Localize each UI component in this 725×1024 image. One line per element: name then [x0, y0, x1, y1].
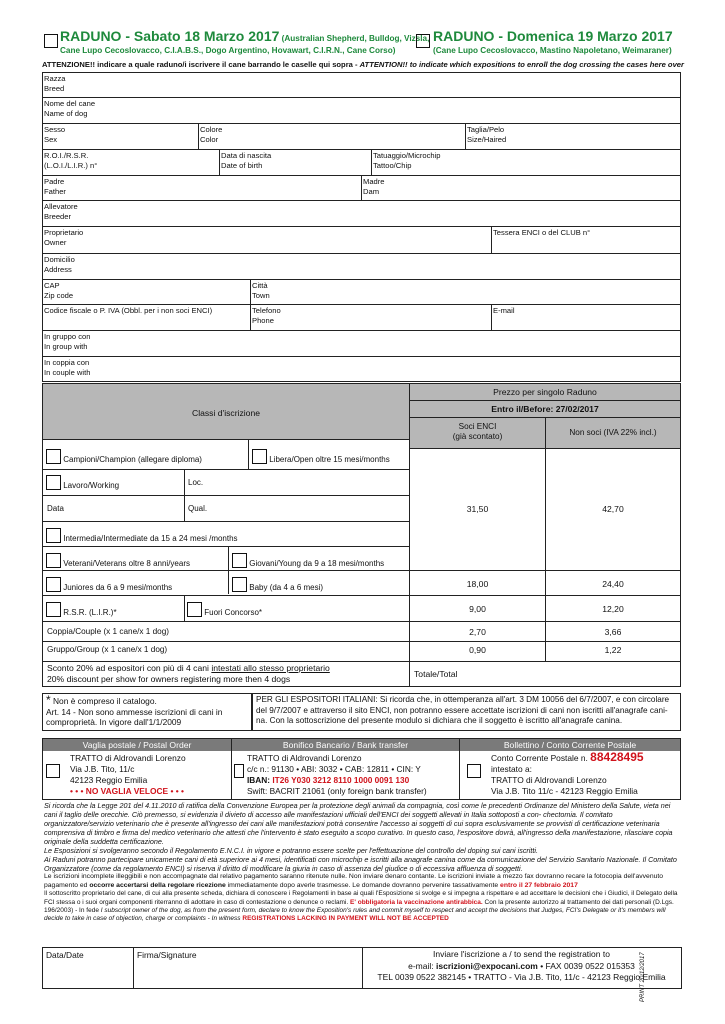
junior-class[interactable]: [46, 577, 172, 592]
tattoo-label-en: Tattoo/Chip: [373, 160, 412, 170]
zip-label-en: Zip code: [44, 290, 74, 300]
baby-checkbox[interactable]: [232, 577, 247, 592]
working-location[interactable]: Loc.: [188, 478, 204, 487]
junior-label: Juniores da 6 a 9 mesi/months: [63, 583, 173, 592]
birth-label-en: Date of birth: [221, 160, 263, 170]
sex-label-en: Sex: [44, 134, 58, 144]
dog-name-field[interactable]: [42, 98, 681, 122]
working-checkbox[interactable]: [46, 475, 61, 490]
email-label: E-mail: [493, 306, 515, 315]
postal-line-2: Via J.B. Tito, 11/c: [70, 764, 135, 774]
owner-field[interactable]: [42, 227, 491, 252]
legal-text: [44, 801, 681, 924]
saturday-title: [60, 28, 429, 44]
out-of-competition-label: Fuori Concorso*: [204, 608, 263, 617]
zip-label-it: CAP: [44, 281, 60, 290]
baby-label: Baby (da 4 a 6 mesi): [249, 583, 324, 592]
dam-label-en: Dam: [363, 186, 380, 196]
working-qualification[interactable]: Qual.: [188, 504, 208, 513]
owner-label-it: Proprietario: [44, 228, 84, 237]
town-label-it: Città: [252, 281, 268, 290]
champion-class[interactable]: [46, 449, 202, 464]
non-members-header-text: Non soci (IVA 22% incl.): [569, 428, 657, 437]
town-field[interactable]: [250, 280, 681, 304]
intermediate-class[interactable]: [46, 528, 238, 543]
veterans-class[interactable]: [46, 553, 190, 568]
sex-label-it: Sesso: [44, 125, 66, 134]
legal-p5-e: REGISTRATIONS LACKING IN PAYMENT WILL NOT BE ACCEPTED: [242, 915, 449, 923]
breeder-field[interactable]: [42, 201, 681, 225]
legal-p5: [44, 890, 681, 924]
couple-label-en: In couple with: [44, 367, 91, 377]
roi-label: R.O.I./R.S.R.: [44, 151, 89, 160]
email-field[interactable]: [491, 305, 681, 329]
art14-b: comproprietà. In vigore dall'1/1/2009: [46, 717, 182, 727]
price-rsr-non-members: 12,20: [602, 604, 624, 614]
postal-account-details: [491, 752, 644, 797]
italian-notice: PER GLI ESPOSITORI ITALIANI: Si ricorda che, in ottemperanza all'art. 3 DM 10056 del 6/7/2007, e con circolare del 9/7/2007 e attraverso il sito ENCI, non potranno essere accettate iscrizioni di cani non iscritti all'anagrafe cani- na. Con la sottoscrizione del presente modulo si dichiara che il soggetto è iscritto all'anagrafe canina.: [256, 695, 670, 725]
attention-it: ATTENZIONE!! indicare a quale raduno/i iscrivere il cane barrando le caselle qui sopra -: [42, 60, 358, 69]
color-label-it: Colore: [200, 125, 223, 134]
father-label-it: Padre: [44, 177, 65, 186]
bank-iban-label: IBAN:: [247, 775, 271, 785]
sunday-checkbox[interactable]: [416, 34, 430, 48]
legal-p4-c: immediatamente dopo averle trasmesse. Le domande dovranno pervenire tassativamente: [227, 881, 499, 889]
legal-p5-d: I subscript owner of the dog, as from the present form, declare to know the Exposition's rules and commit myself to respect and accept the decisions that Judges, FCI's Delegate or it's members will decide to take in case of objection, charge or complaints - In witness: [44, 907, 666, 923]
address-field[interactable]: [42, 254, 681, 278]
couple-label-it: In coppia con: [44, 358, 90, 367]
group-field[interactable]: [42, 331, 681, 355]
group-class[interactable]: Gruppo/Group (x 1 cane/x 1 dog): [47, 645, 168, 654]
tax-code-label: Codice fiscale o P. IVA (Obbl. per i non soci ENCI): [44, 306, 213, 315]
membership-label: Tessera ENCI o del CLUB n°: [493, 228, 591, 237]
price-couple-non-members: 3,66: [604, 627, 622, 637]
saturday-breeds-a: (Australian Shepherd, Bulldog, Vizsla,: [281, 34, 430, 43]
postal-line-4: • • • NO VAGLIA VELOCE • • •: [70, 786, 184, 796]
registration-number-field[interactable]: [42, 150, 219, 174]
out-of-competition-class[interactable]: [187, 602, 262, 617]
date-field[interactable]: [42, 947, 133, 989]
attention-en: ATTENTION!! to indicate which expositions to enroll the dog crossing the cases here over: [359, 60, 684, 69]
members-a: Soci ENCI: [458, 422, 497, 431]
working-label: Lavoro/Working: [63, 481, 120, 490]
father-field[interactable]: [42, 176, 361, 200]
legal-p4-a: Le iscrizioni incomplete illeggibili e non accompagnate dal relativo pagamento saranno ritenute nulle. Non inviare denaro contante. Le iscrizioni inviate a mezzo fax dovranno recare la fotocopia dell'avvenuto pagamento ed: [44, 873, 664, 889]
champion-label: Campioni/Champion (allegare diploma): [63, 455, 202, 464]
total-label: Totale/Total: [414, 669, 458, 679]
account-line-3: TRATTO di Aldrovandi Lorenzo: [491, 775, 607, 785]
young-label: Giovani/Young da 9 a 18 mesi/months: [249, 559, 385, 568]
legal-p4-d: entro il 27 febbraio 2017: [500, 881, 578, 889]
postal-account-header: Bollettino / Conto Corrente Postale: [460, 739, 680, 751]
open-label: Libera/Open oltre 15 mesi/months: [269, 455, 390, 464]
catalog-note: [46, 695, 250, 728]
breeder-label-en: Breeder: [44, 211, 72, 221]
sunday-title: RADUNO - Domenica 19 Marzo 2017: [433, 28, 673, 44]
bank-line-1: TRATTO di Aldrovandi Lorenzo: [247, 753, 362, 763]
send-email[interactable]: iscrizioni@expocani.com: [436, 960, 538, 971]
dam-field[interactable]: [361, 176, 681, 200]
deadline: Entro il/Before: 27/02/2017: [491, 404, 599, 414]
size-label-it: Taglia/Pelo: [467, 125, 505, 134]
legal-p1: Si ricorda che la Legge 201 del 4.11.2010 di ratifica della Convenzione Europea per la protezione degli animali da compagnia, così come le precedenti Ordinanze del Ministero della Salute, vieta nei cani il taglio delle orecchie. Ciò premesso, si evidenzia il divieto di accesso alle manifestazioni ufficiali dell'ENCI dei soggetti allevati in Italia sottoposti a con- chectomia. Il comitato organizzatore/servizio veterinario che è presente all'ingresso dei cani alle manifestazioni potrà consentire l'accesso ai soggetti di cui sopra esclusivamente se provvisti di certificazione veterinaria comprensiva di timbro e firma del medico veterinario che attesti che l'intervento è stato eseguito a scopo curativo. In questo caso, l'espositore dovrà, all'ingresso della manifestazione, rilasciare copia originale della suddetta certificazione.: [44, 801, 673, 846]
tattoo-label-it: Tatuaggio/Microchip: [373, 151, 441, 160]
members-header-text: [410, 422, 545, 442]
rsr-label: R.S.R. (L.I.R.)*: [63, 608, 117, 617]
catalog-note-star: *: [46, 693, 51, 707]
legal-p4: [44, 873, 681, 890]
working-date[interactable]: Data: [47, 504, 64, 513]
rsr-class[interactable]: [46, 602, 117, 617]
price-couple-members: 2,70: [469, 627, 486, 637]
bank-transfer-checkbox[interactable]: [234, 764, 244, 778]
town-label-en: Town: [252, 290, 270, 300]
price-group-non-members: 1,22: [604, 645, 622, 655]
address-label-en: Address: [44, 264, 72, 274]
group-label-it: In gruppo con: [44, 332, 91, 341]
tax-code-field[interactable]: [42, 305, 250, 329]
signature-field[interactable]: [133, 947, 362, 989]
baby-class[interactable]: [232, 577, 323, 592]
veterans-label: Veterani/Veterans oltre 8 anni/years: [63, 559, 190, 568]
group-label-en: In group with: [44, 341, 88, 351]
open-class[interactable]: [252, 449, 390, 464]
young-class[interactable]: [232, 553, 384, 568]
out-of-competition-checkbox[interactable]: [187, 602, 202, 617]
intermediate-checkbox[interactable]: [46, 528, 61, 543]
price-main-members: 31,50: [466, 504, 489, 514]
account-label: Conto Corrente Postale n.: [491, 753, 588, 763]
postal-order-checkbox[interactable]: [46, 764, 60, 778]
young-checkbox[interactable]: [232, 553, 247, 568]
account-line-2: intestato a:: [491, 764, 532, 774]
breed-field[interactable]: [42, 73, 681, 97]
price-rsr-members: 9,00: [469, 604, 486, 614]
birth-label-it: Data di nascita: [221, 151, 272, 160]
date-label: Data/Date: [46, 950, 84, 960]
discount-b: 20% discount per show for owners registering more then 4 dogs: [47, 674, 291, 684]
discount-a: Sconto 20% ad espositori con più di 4 cani: [47, 663, 209, 673]
legal-p5-c: Con la presente autorizzo al trattamento dei dati personali (D.Lgs. 196/2003) - In fede: [44, 898, 674, 914]
dog-name-label-it: Nome del cane: [44, 99, 96, 108]
couple-field[interactable]: [42, 357, 681, 381]
open-checkbox[interactable]: [252, 449, 267, 464]
father-label-en: Father: [44, 186, 66, 196]
discount-a-underlined: intestati allo stesso proprietario: [211, 663, 330, 673]
discount-note: [47, 663, 330, 685]
send-line-1: Inviare l'iscrizione a / to send the registration to: [433, 949, 610, 959]
rsr-checkbox[interactable]: [46, 602, 61, 617]
postal-order-header: Vaglia postale / Postal Order: [43, 739, 231, 751]
bank-line-2: c/c n.: 91130 • ABI: 3032 • CAB: 12811 • CIN: Y: [247, 764, 421, 774]
catalog-not-included: Non è compreso il catalogo.: [53, 696, 157, 706]
address-label-it: Domicilio: [44, 255, 75, 264]
legal-p4-b: occorre accertarsi della regolare ricezione: [89, 881, 226, 889]
dog-name-label-en: Name of dog: [44, 108, 88, 118]
legal-p2: Le Esposizioni si svolgeranno secondo il Regolamento E.N.C.I. in vigore e potranno essere scelte per l'effettuazione del controllo del doping sui cani iscritti.: [44, 846, 538, 855]
bank-iban-value: IT26 Y030 3212 8110 1000 0091 130: [272, 775, 410, 785]
veterans-checkbox[interactable]: [46, 553, 61, 568]
intermediate-label: Intermedia/Intermediate da 15 a 24 mesi /months: [63, 534, 238, 543]
attention-line: [42, 60, 682, 69]
couple-class[interactable]: Coppia/Couple (x 1 cane/x 1 dog): [47, 627, 169, 636]
bank-transfer-header: Bonifico Bancario / Bank transfer: [232, 739, 459, 751]
microchip-field[interactable]: [371, 150, 681, 174]
price-main-non-members: 42,70: [602, 504, 624, 514]
dam-label-it: Madre: [363, 177, 385, 186]
postal-account-checkbox[interactable]: [467, 764, 481, 778]
sunday-breeds: (Cane Lupo Cecoslovacco, Mastino Napoletano, Weimaraner): [433, 46, 672, 55]
saturday-title-text: RADUNO - Sabato 18 Marzo 2017: [60, 28, 280, 44]
postal-order-details: [70, 753, 186, 797]
price-title: Prezzo per singolo Raduno: [493, 387, 597, 397]
members-b: (già scontato): [452, 432, 503, 441]
color-label-en: Color: [200, 134, 219, 144]
postal-line-3: 42123 Reggio Emilia: [70, 775, 148, 785]
postal-line-1: TRATTO di Aldrovandi Lorenzo: [70, 753, 186, 763]
price-group-members: 0,90: [469, 645, 486, 655]
saturday-breeds-b: Cane Lupo Cecoslovacco, C.I.A.B.S., Dogo Argentino, Hovawart, C.I.R.N., Cane Corso): [60, 46, 396, 55]
bank-line-4: Swift: BACRIT 21061 (only foreign bank transfer): [247, 786, 427, 796]
phone-field[interactable]: [250, 305, 491, 329]
champion-checkbox[interactable]: [46, 449, 61, 464]
account-number: 88428495: [590, 750, 644, 764]
working-class[interactable]: [46, 475, 119, 490]
total-field[interactable]: [470, 662, 680, 686]
send-email-label: e-mail:: [408, 960, 434, 971]
signature-label: Firma/Signature: [137, 950, 197, 960]
bank-transfer-details: [247, 753, 427, 797]
price-junior-non-members: 24,40: [602, 579, 624, 589]
zip-field[interactable]: [42, 280, 250, 304]
account-line-4: Via J.B. Tito 11/c - 42123 Reggio Emilia: [491, 786, 638, 796]
send-fax: • FAX 0039 0522 015353: [540, 960, 635, 971]
size-field[interactable]: [465, 124, 681, 148]
sex-field[interactable]: [42, 124, 198, 148]
legal-p3: Ai Raduni potranno partecipare unicamente cani di età superiore ai 4 mesi, identificati con microchip e iscritti alla anagrafe canina come da comunicazione del Servizio Sanitario Nazionale. Il Comitato Organizzatore (come da regolamento ENCI) si riserva il diritto di modificare la giuria in caso di assenza del giudice o di eccessiva affluenza di soggetti.: [44, 855, 677, 873]
price-junior-members: 18,00: [466, 579, 489, 589]
membership-card-field[interactable]: [491, 227, 681, 252]
junior-checkbox[interactable]: [46, 577, 61, 592]
owner-label-en: Owner: [44, 237, 67, 247]
legal-p5-b: E' obbligatoria la vaccinazione antirabbica.: [350, 898, 483, 906]
legal-p5-a: Il sottoscritto proprietario del cane, di cui alla presente scheda, dichiara di conoscere i Regolamenti in base ai quali l'Esposizione si svolge e si impegna a rispettare e ad accettare le decisioni che i Giudici, il Delegato della FCI stessa o i suoi organi componenti riterranno di adottare in caso di contestazione o denunce o reclami.: [44, 890, 678, 906]
classes-header-text: Classi d'iscrizione: [191, 408, 261, 418]
print-code: PRINT 20/12/2017: [640, 952, 646, 1002]
art14-a: Art. 14 - Non sono ammesse iscrizioni di cani in: [46, 706, 223, 717]
color-field[interactable]: [198, 124, 465, 148]
send-instructions: [362, 949, 681, 984]
size-label-en: Size/Haired: [467, 134, 507, 144]
send-line-3: TEL 0039 0522 382145 • TRATTO - Via J.B. Tito, 11/c - 42123 Reggio Emilia: [377, 972, 666, 982]
phone-label-en: Phone: [252, 315, 274, 325]
phone-label-it: Telefono: [252, 306, 281, 315]
breeder-label-it: Allevatore: [44, 202, 78, 211]
birth-date-field[interactable]: [219, 150, 371, 174]
saturday-checkbox[interactable]: [44, 34, 58, 48]
breed-label-en: Breed: [44, 83, 65, 93]
loi-label: (L.O.I./L.I.R.) n°: [44, 160, 98, 170]
breed-label-it: Razza: [44, 74, 66, 83]
